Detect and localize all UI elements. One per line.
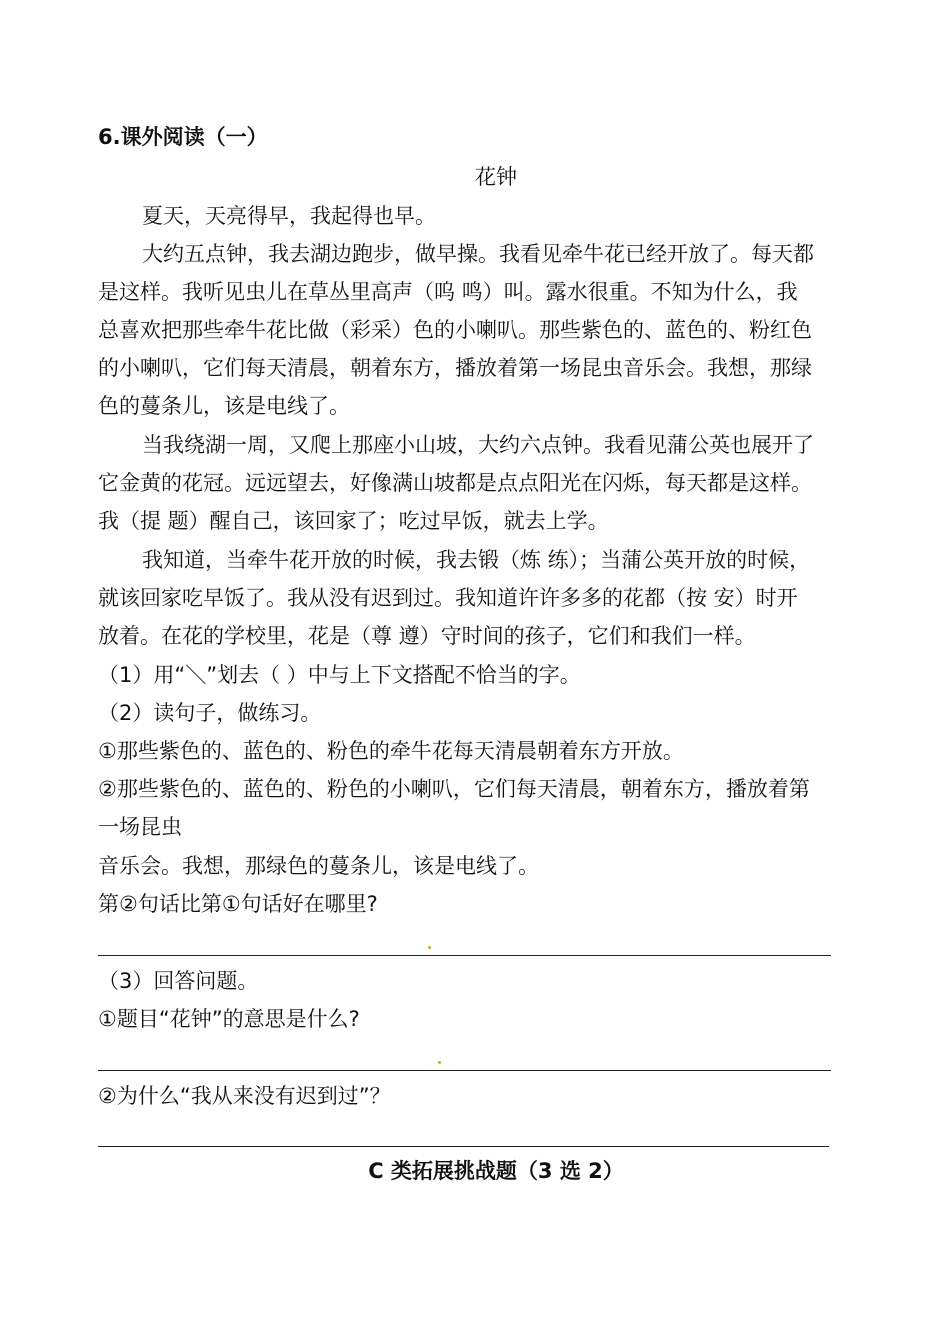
question-3-part-b: ②为什么“我从来没有迟到过”？ (98, 1084, 391, 1108)
paragraph-line: 色的蔓条儿，该是电线了。 (98, 394, 350, 418)
paragraph-line: 我知道，当牵牛花开放的时候，我去锻（炼 练）；当蒲公英开放的时候， (142, 548, 811, 572)
question-1: （1）用“＼”划去（ ）中与上下文搭配不恰当的字。 (98, 663, 581, 687)
answer-line[interactable] (98, 955, 831, 956)
question-3-part-a: ①题目“花钟”的意思是什么? (98, 1007, 360, 1031)
paragraph-line: 是这样。我听见虫儿在草丛里高声（呜 鸣）叫。露水很重。不知为什么，我 (98, 280, 798, 304)
answer-line[interactable] (98, 1070, 831, 1071)
story-title: 花钟 (475, 165, 517, 189)
question-2-sentence-1: ①那些紫色的、蓝色的、粉色的牵牛花每天清晨朝着东方开放。 (98, 739, 684, 763)
footer-heading: C 类拓展挑战题（3 选 2） (368, 1159, 624, 1183)
question-2-sentence-2-cont: 音乐会。我想，那绿色的蔓条儿，该是电线了。 (98, 854, 539, 878)
paragraph-line: 的小喇叭，它们每天清晨，朝着东方，播放着第一场昆虫音乐会。我想，那绿 (98, 356, 812, 380)
paragraph-line: 就该回家吃早饭了。我从没有迟到过。我知道许许多多的花都（按 安）时开 (98, 586, 798, 610)
question-2-prompt: 第②句话比第①句话好在哪里? (98, 892, 378, 916)
question-3: （3）回答问题。 (98, 969, 259, 993)
paragraph-line: 我（提 题）醒自己，该回家了；吃过早饭，就去上学。 (98, 509, 609, 533)
paragraph-line: 夏天，天亮得早，我起得也早。 (142, 204, 436, 228)
paragraph-line: 大约五点钟，我去湖边跑步，做早操。我看见牵牛花已经开放了。每天都 (142, 242, 814, 266)
paragraph-line: 它金黄的花冠。远远望去，好像满山坡都是点点阳光在闪烁，每天都是这样。 (98, 471, 812, 495)
question-2-sentence-2-cont: 一场昆虫 (98, 815, 182, 839)
question-2: （2）读句子，做练习。 (98, 701, 322, 725)
paragraph-line: 放着。在花的学校里，花是（尊 遵）守时间的孩子，它们和我们一样。 (98, 624, 756, 648)
stray-dot (438, 1061, 441, 1064)
paragraph-line: 当我绕湖一周，又爬上那座小山坡，大约六点钟。我看见蒲公英也展开了 (142, 433, 814, 457)
answer-line[interactable] (98, 1146, 829, 1147)
section-heading: 6.课外阅读（一） (98, 125, 268, 149)
stray-dot (428, 946, 431, 949)
paragraph-line: 总喜欢把那些牵牛花比做（彩采）色的小喇叭。那些紫色的、蓝色的、粉红色 (98, 318, 812, 342)
question-2-sentence-2: ②那些紫色的、蓝色的、粉色的小喇叭，它们每天清晨，朝着东方，播放着第 (98, 777, 810, 801)
